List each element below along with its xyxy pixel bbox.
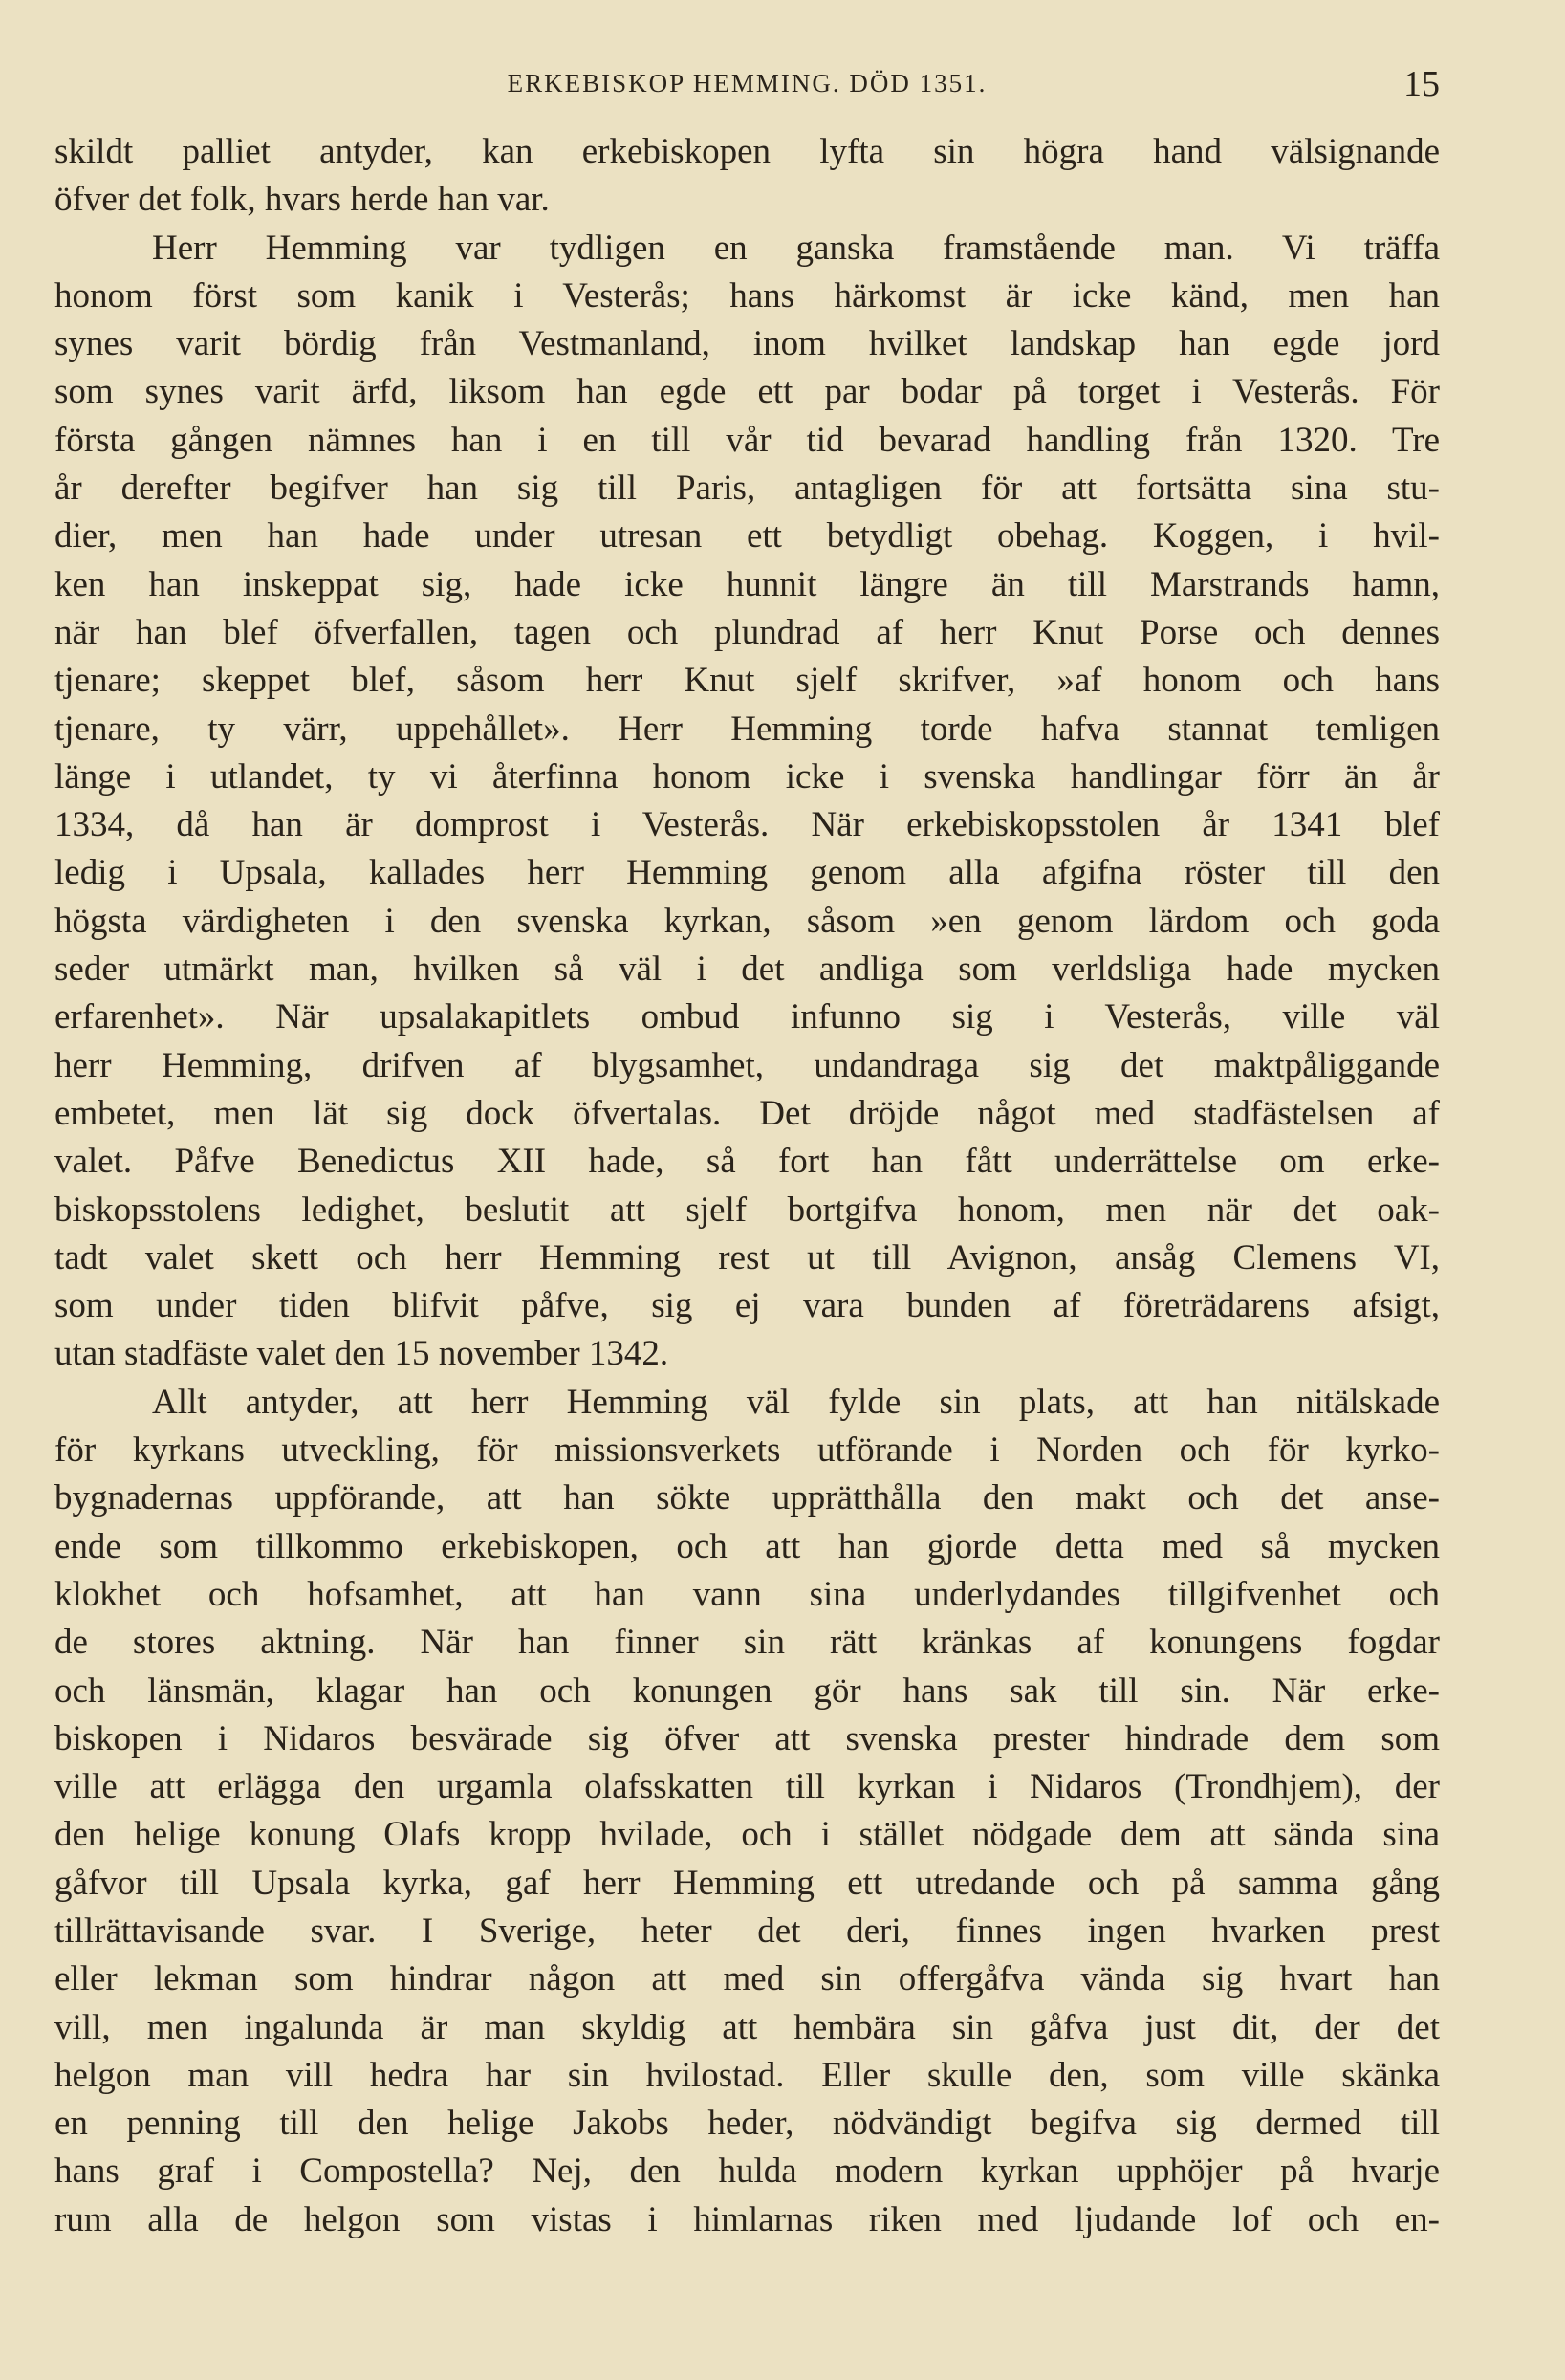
text-line: ende som tillkommo erkebiskopen, och att han gjorde detta med så mycken (54, 1526, 1440, 1566)
text-line: honom först som kanik i Vesterås; hans härkomst är icke känd, men han (54, 275, 1440, 316)
text-line: rum alla de helgon som vistas i himlarnas riken med ljudande lof och en- (54, 2199, 1440, 2239)
text-line: den helige konung Olafs kropp hvilade, och i stället nödgade dem att sända sina (54, 1815, 1440, 1855)
text-line: 1334, då han är domprost i Vesterås. När erkebiskopsstolen år 1341 blef (54, 805, 1440, 845)
text-line: gåfvor till Upsala kyrka, gaf herr Hemming ett utredande och på samma gång (54, 1863, 1440, 1903)
text-line: vill, men ingalunda är man skyldig att hembära sin gåfva just dit, der det (54, 2007, 1440, 2047)
text-line: skildt palliet antyder, kan erkebiskopen lyfta sin högra hand välsignande (54, 132, 1440, 171)
running-title: ERKEBISKOP HEMMING. DÖD 1351. (507, 69, 988, 98)
text-line: länge i utlandet, ty vi återfinna honom icke i svenska handlingar förr än år (54, 756, 1440, 797)
running-header (54, 63, 1440, 109)
text-line: högsta värdigheten i den svenska kyrkan, såsom »en genom lärdom och goda (54, 901, 1440, 941)
text-line: herr Hemming, drifven af blygsamhet, undandraga sig det maktpåliggande (54, 1045, 1440, 1085)
page-number: 15 (1403, 64, 1440, 104)
text-line: hans graf i Compostella? Nej, den hulda modern kyrkan upphöjer på hvarje (54, 2151, 1440, 2192)
body-text (54, 128, 1440, 2244)
text-line: när han blef öfverfallen, tagen och plundrad af herr Knut Porse och dennes (54, 612, 1440, 652)
text-line: tjenare, ty värr, uppehållet». Herr Hemming torde hafva stannat temligen (54, 709, 1440, 749)
text-line: biskopen i Nidaros besvärade sig öfver att svenska prester hindrade dem som (54, 1718, 1440, 1758)
text-line: dier, men han hade under utresan ett betydligt obehag. Koggen, i hvil- (54, 516, 1440, 557)
text-line: biskopsstolens ledighet, beslutit att sjelf bortgifva honom, men när det oak- (54, 1190, 1440, 1230)
text-line: Herr Hemming var tydligen en ganska framstående man. Vi träffa (152, 228, 1440, 268)
text-line: embetet, men lät sig dock öfvertalas. Det dröjde något med stadfästelsen af (54, 1093, 1440, 1133)
text-line: helgon man vill hedra har sin hvilostad. Eller skulle den, som ville skänka (54, 2055, 1440, 2095)
text-line: tadt valet skett och herr Hemming rest ut till Avignon, ansåg Clemens VI, (54, 1237, 1440, 1277)
text-line: tjenare; skeppet blef, såsom herr Knut sjelf skrifver, »af honom och hans (54, 661, 1440, 701)
text-line: ville att erlägga den urgamla olafsskatten till kyrkan i Nidaros (Trondhjem), der (54, 1767, 1440, 1807)
text-line: erfarenhet». När upsalakapitlets ombud infunno sig i Vesterås, ville väl (54, 997, 1440, 1037)
text-line: de stores aktning. När han finner sin rätt kränkas af konungens fogdar (54, 1623, 1440, 1663)
text-line: tillrättavisande svar. I Sverige, heter det deri, finnes ingen hvarken prest (54, 1911, 1440, 1951)
text-line: klokhet och hofsamhet, att han vann sina underlydandes tillgifvenhet och (54, 1574, 1440, 1614)
text-line: en penning till den helige Jakobs heder, nödvändigt begifva sig dermed till (54, 2104, 1440, 2144)
text-line: utan stadfäste valet den 15 november 1342. (54, 1334, 669, 1374)
text-line: bygnadernas uppförande, att han sökte upprätthålla den makt och det anse- (54, 1478, 1440, 1518)
text-line: eller lekman som hindrar någon att med sin offergåfva vända sig hvart han (54, 1959, 1440, 1999)
text-line: för kyrkans utveckling, för missionsverkets utförande i Norden och för kyrko- (54, 1430, 1440, 1471)
text-line: öfver det folk, hvars herde han var. (54, 180, 550, 220)
text-line: första gången nämnes han i en till vår tid bevarad handling från 1320. Tre (54, 420, 1440, 460)
text-line: som under tiden blifvit påfve, sig ej vara bunden af företrädarens afsigt, (54, 1286, 1440, 1326)
text-line: Allt antyder, att herr Hemming väl fylde sin plats, att han nitälskade (152, 1382, 1440, 1422)
text-line: seder utmärkt man, hvilken så väl i det andliga som verldsliga hade mycken (54, 950, 1440, 990)
text-line: som synes varit ärfd, liksom han egde ett par bodar på torget i Vesterås. För (54, 372, 1440, 412)
text-line: ledig i Upsala, kallades herr Hemming genom alla afgifna röster till den (54, 853, 1440, 893)
text-line: ken han inskeppat sig, hade icke hunnit längre än till Marstrands hamn, (54, 564, 1440, 604)
text-line: valet. Påfve Benedictus XII hade, så fort han fått underrättelse om erke- (54, 1142, 1440, 1182)
text-line: år derefter begifver han sig till Paris, antagligen för att fortsätta sina stu- (54, 469, 1440, 509)
text-line: och länsmän, klagar han och konungen gör hans sak till sin. När erke- (54, 1670, 1440, 1711)
text-line: synes varit bördig från Vestmanland, inom hvilket landskap han egde jord (54, 324, 1440, 364)
